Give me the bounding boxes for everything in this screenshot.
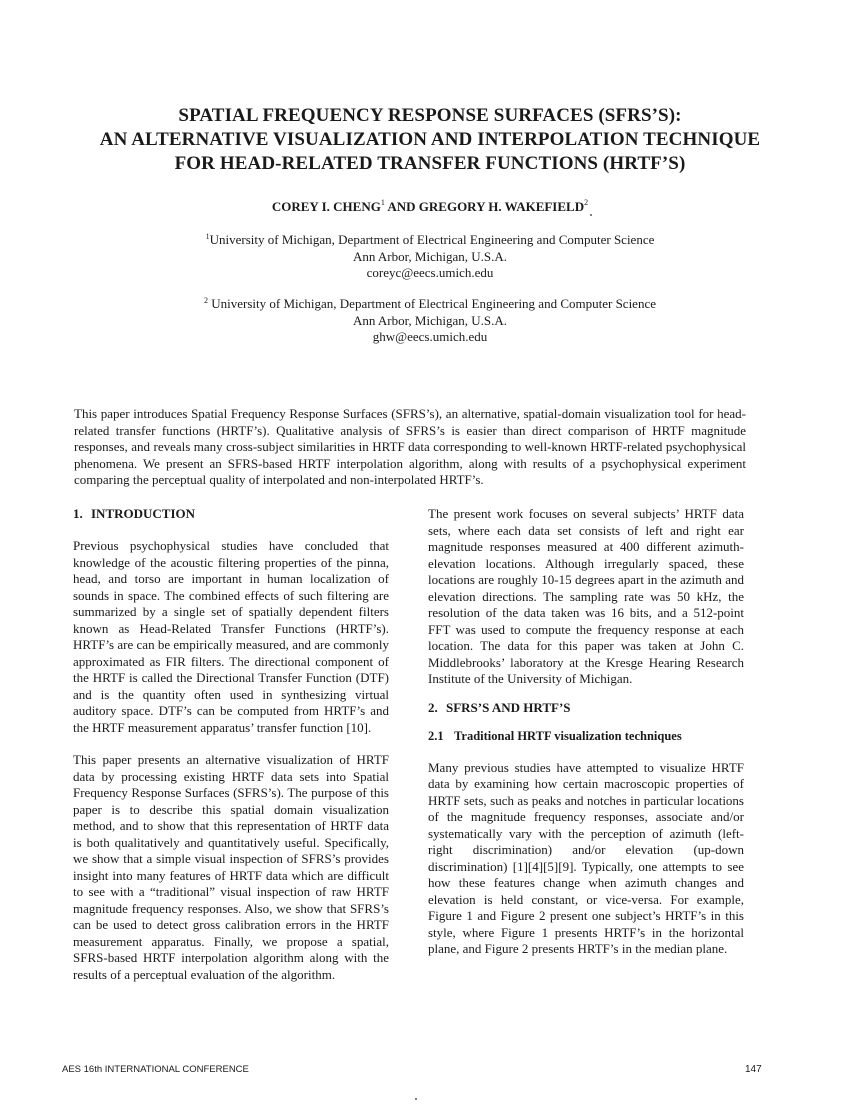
body-paragraph: Many previous studies have attempted to visualize HRTF data by examining how certain macroscopic properties of HRTF sets, such as peaks and notches in particular locations of the magnitude frequency responses, associate and/or systematically vary with the perception of azimuth (left-right discrimination) and/or elevation (up-down discrimination) [1][4][5][9]. Typically, one attempts to see how these features change when azimuth changes and elevation is held constant, or vice-versa. For example, Figure 1 and Figure 2 present one subject’s HRTF’s in this style, where Figure 1 presents HRTF’s in the horizontal plane, and Figure 2 presents HRTF’s in the median plane. [428,759,744,956]
section-heading [428,700,744,716]
scan-speck [590,214,592,216]
section-title: INTRODUCTION [91,506,196,521]
author-affiliation-mark: 1 [380,198,385,207]
title-line-2: AN ALTERNATIVE VISUALIZATION AND INTERPOLATION TECHNIQUE [99,129,761,150]
affiliation-city: Ann Arbor, Michigan, U.S.A. [352,312,508,328]
affiliation-department [40,293,820,313]
section-number: 1. [73,506,83,521]
affiliation-department [40,229,820,249]
body-paragraph: This paper presents an alternative visualization of HRTF data by processing existing HRTF data sets into Spatial Frequency Response Surfaces (SFRS’s). The purpose of this paper is to describe this spatial domain visualization method, and to show that this representation of HRTF data is both qualitatively and quantitatively useful. Specifically, we show that a simple visual inspection of SFRS’s provides insight into many features of HRTF data which are difficult to see with a “traditional” visual inspection of raw HRTF magnitude frequency responses. Also, we show that SFRS’s can be used to detect gross calibration errors in the HRTF measurement apparatus. Finally, we propose a spatial, SFRS-based HRTF interpolation algorithm along with the results of a perceptual evaluation of the algorithm. [73,752,389,982]
right-column [428,506,744,958]
subsection-heading [428,728,744,744]
scan-speck [415,1098,417,1100]
subsection-number: 2.1 [428,728,444,743]
affiliation-mark: 2 [204,296,208,305]
title-line-3: FOR HEAD-RELATED TRANSFER FUNCTIONS (HRTF’S) [174,153,686,174]
title-line-1: SPATIAL FREQUENCY RESPONSE SURFACES (SFRS’S): [178,105,682,126]
paper-title [40,104,820,176]
author-name: GREGORY H. WAKEFIELD [418,199,585,214]
author-list [40,194,820,216]
author-name: COREY I. CHENG [271,199,381,214]
footer-conference: AES 16th INTERNATIONAL CONFERENCE [62,1064,249,1075]
author-affiliation-mark: 2 [584,198,589,207]
abstract: This paper introduces Spatial Frequency Response Surfaces (SFRS’s), an alternative, spatial-domain visualization tool for head-related transfer functions (HRTF’s). Qualitative analysis of SFRS’s is easier than direct comparison of HRTF magnitude responses, and reveals many cross-subject similarities in HRTF data corresponding to well-known HRTF-related psychophysical phenomena. We present an SFRS-based HRTF interpolation algorithm, along with results of a psychophysical experiment comparing the perceptual quality of interpolated and non-interpolated HRTF’s. [74,406,746,487]
affiliation-department-text: University of Michigan, Department of Electrical Engineering and Computer Science [209,232,655,247]
affiliation-mark: 1 [205,232,210,241]
affiliation-email: coreyc@eecs.umich.edu [366,265,494,280]
section-heading [73,506,389,522]
affiliation-department-text: University of Michigan, Department of Electrical Engineering and Computer Science [208,296,656,311]
affiliation-block [40,229,820,282]
affiliation-block [40,293,820,346]
body-paragraph: Previous psychophysical studies have concluded that knowledge of the acoustic filtering properties of the pinna, head, and torso are important in human localization of sounds in space. The combined effects of such filtering are summarized by a single set of spatially dependent filters known as Head-Related Transfer Functions (HRTF’s). HRTF’s are can be empirically measured, and are commonly approximated as FIR filters. The directional component of the HRTF is called the Directional Transfer Function (DTF) and is the quantity often used in synthesizing virtual auditory space. DTF’s can be computed from HRTF’s and the HRTF measurement apparatus’ transfer function [10]. [73,538,389,735]
section-title: SFRS’S AND HRTF’S [446,699,571,715]
section-number: 2. [428,699,438,715]
left-column [73,506,389,983]
body-paragraph: The present work focuses on several subjects’ HRTF data sets, where each data set consists of left and right ear magnitude responses measured at 400 different azimuth-elevation locations. Although irregularly spaced, these locations are roughly 10-15 degrees apart in the azimuth and elevation directions. The sampling rate was 50 kHz, the resolution of the data taken was 16 bits, and a 512-point FFT was used to compute the frequency response at each location. The data for this paper was taken at John C. Middlebrooks’ laboratory at the Kresge Hearing Research Institute of the University of Michigan. [428,506,744,686]
page-number: 147 [745,1064,762,1075]
subsection-title: Traditional HRTF visualization techniques [454,728,682,743]
affiliation-email: ghw@eecs.umich.edu [372,329,488,344]
author-joiner: AND [384,199,419,214]
affiliation-city: Ann Arbor, Michigan, U.S.A. [352,248,508,264]
